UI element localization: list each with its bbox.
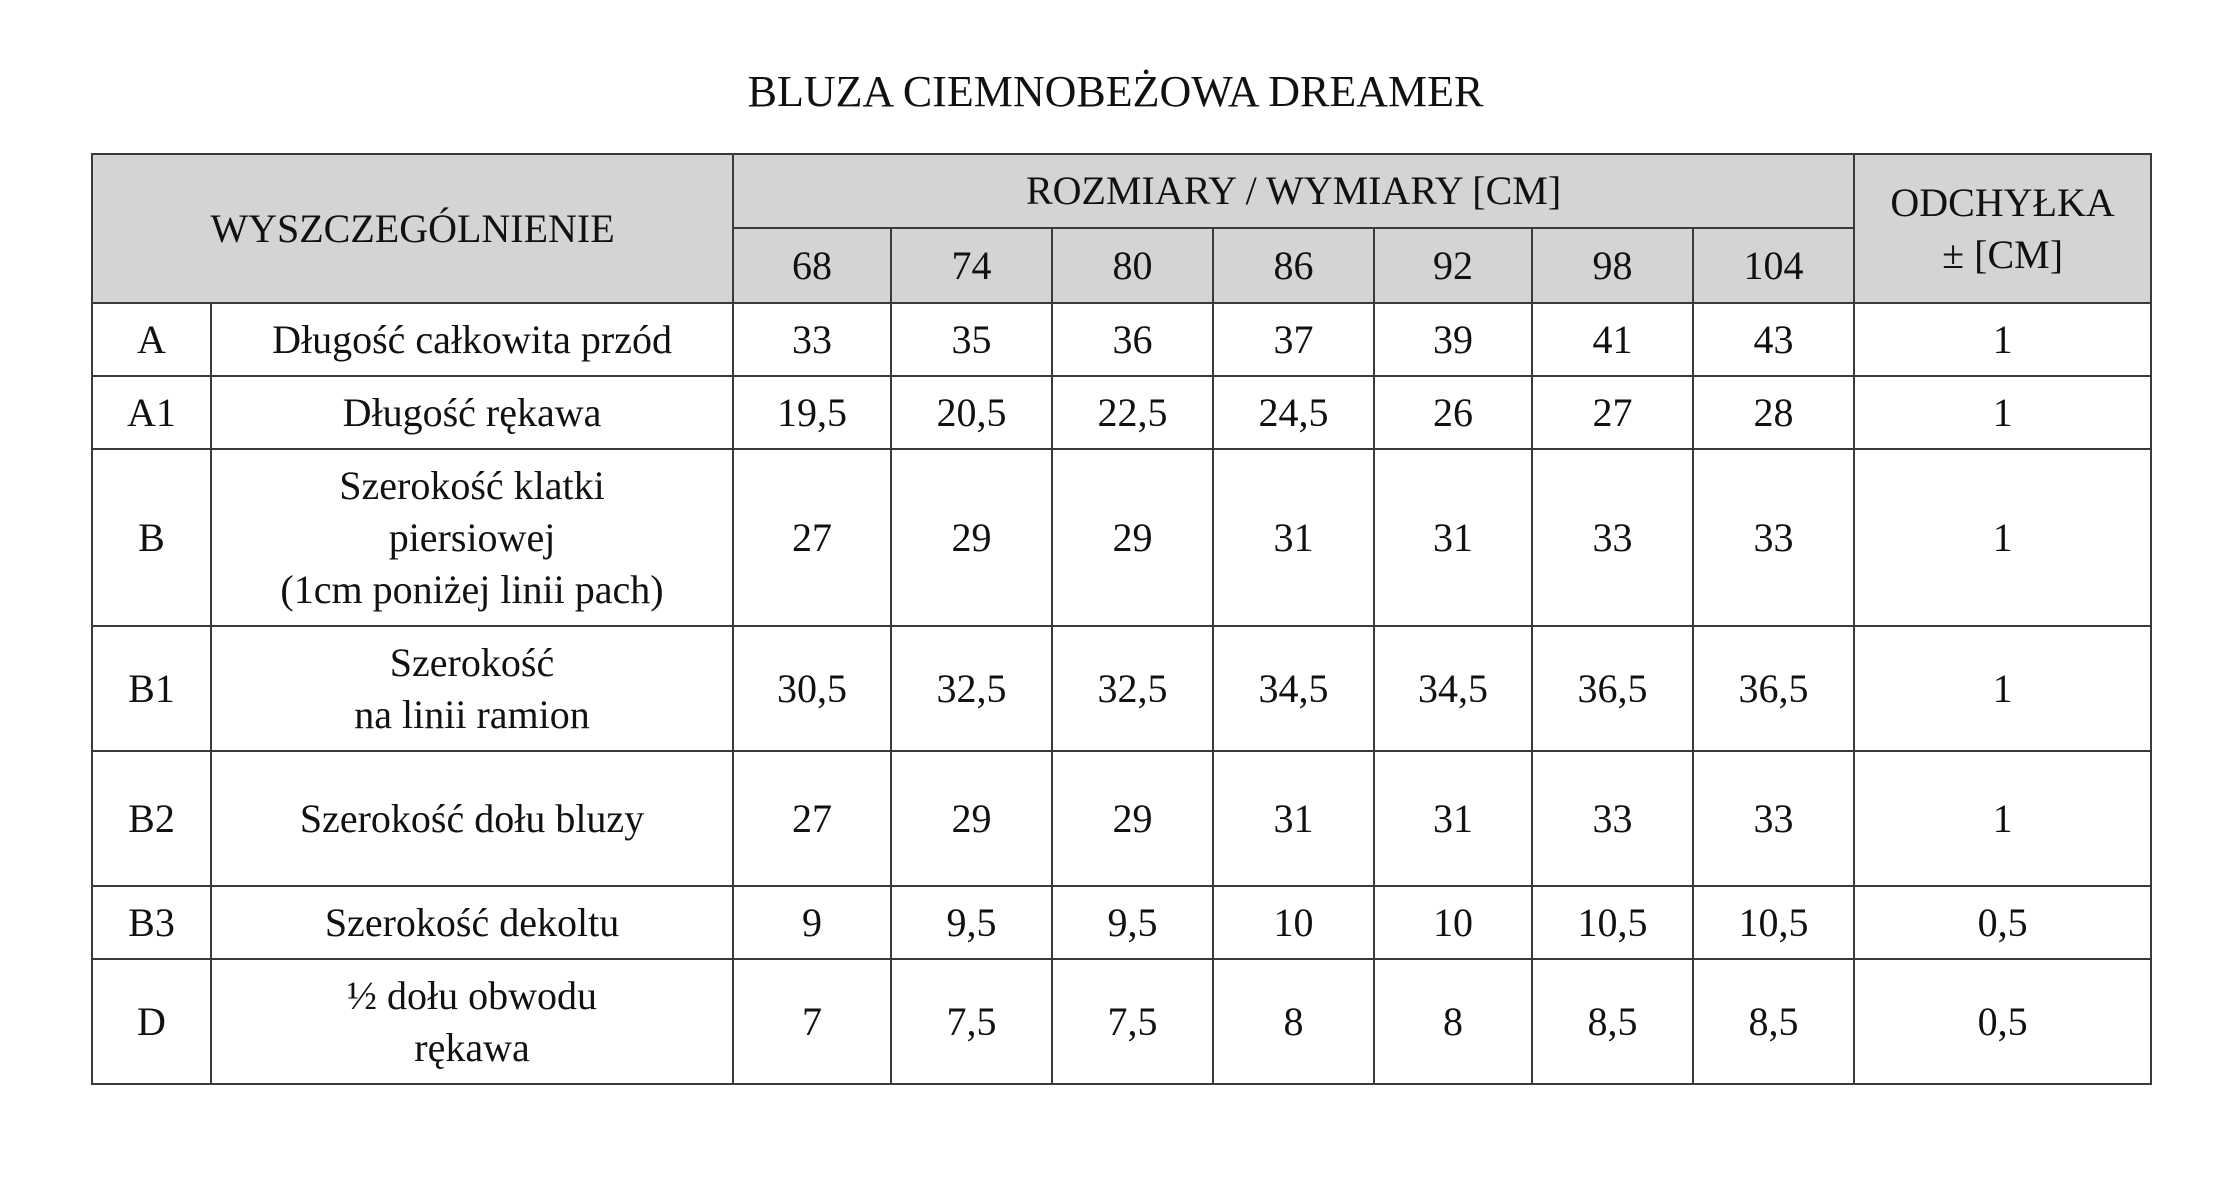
value-cell: 24,5 [1213,376,1374,449]
description-line: na linii ramion [354,691,590,737]
tolerance-cell: 0,5 [1854,959,2151,1084]
value-cell: 27 [733,449,891,626]
value-cell: 8,5 [1532,959,1693,1084]
size-header: 80 [1052,228,1213,303]
value-cell: 32,5 [891,626,1052,751]
value-cell: 29 [1052,449,1213,626]
value-cell: 33 [1693,449,1854,626]
value-cell: 29 [891,449,1052,626]
table-row [92,376,2151,449]
description-line: rękawa [414,1024,530,1070]
value-cell: 30,5 [733,626,891,751]
value-cell: 26 [1374,376,1532,449]
value-cell: 9,5 [1052,886,1213,959]
tolerance-cell: 1 [1854,376,2151,449]
row-description [211,376,733,449]
description-line: Szerokość dekoltu [324,899,620,945]
row-description [211,626,733,751]
tolerance-cell: 0,5 [1854,886,2151,959]
tolerance-header [1854,154,2151,303]
tolerance-cell: 1 [1854,449,2151,626]
table-row [92,626,2151,751]
tolerance-header-line1: ODCHYŁKA [1890,179,2115,225]
value-cell: 7,5 [891,959,1052,1084]
tolerance-cell: 1 [1854,303,2151,376]
value-cell: 35 [891,303,1052,376]
value-cell: 39 [1374,303,1532,376]
value-cell: 33 [1693,751,1854,886]
value-cell: 9,5 [891,886,1052,959]
row-code: B [92,449,211,626]
table-row [92,751,2151,886]
row-description [211,449,733,626]
value-cell: 22,5 [1052,376,1213,449]
value-cell: 10,5 [1532,886,1693,959]
tolerance-cell: 1 [1854,751,2151,886]
table-body [92,154,2151,1084]
value-cell: 8 [1213,959,1374,1084]
row-code: D [92,959,211,1084]
size-header: 104 [1693,228,1854,303]
value-cell: 36,5 [1532,626,1693,751]
value-cell: 28 [1693,376,1854,449]
row-description [211,886,733,959]
value-cell: 37 [1213,303,1374,376]
value-cell: 31 [1374,751,1532,886]
value-cell: 29 [891,751,1052,886]
value-cell: 29 [1052,751,1213,886]
value-cell: 10 [1213,886,1374,959]
description-line: (1cm poniżej linii pach) [280,566,664,612]
tolerance-cell: 1 [1854,626,2151,751]
sizes-header: ROZMIARY / WYMIARY [CM] [733,154,1854,228]
value-cell: 33 [733,303,891,376]
table-row [92,303,2151,376]
value-cell: 36 [1052,303,1213,376]
value-cell: 33 [1532,449,1693,626]
value-cell: 31 [1213,751,1374,886]
size-header: 86 [1213,228,1374,303]
value-cell: 8 [1374,959,1532,1084]
value-cell: 7,5 [1052,959,1213,1084]
tolerance-header-line2: ± [CM] [1942,231,2064,277]
size-header: 98 [1532,228,1693,303]
value-cell: 9 [733,886,891,959]
description-line: Długość całkowita przód [272,316,672,362]
value-cell: 27 [733,751,891,886]
description-line: ½ dołu obwodu [347,972,597,1018]
header-row-top [92,154,2151,228]
value-cell: 7 [733,959,891,1084]
description-line: Szerokość [389,639,555,685]
value-cell: 20,5 [891,376,1052,449]
row-description [211,751,733,886]
size-header: 92 [1374,228,1532,303]
row-code: A1 [92,376,211,449]
row-code: B2 [92,751,211,886]
row-description [211,303,733,376]
value-cell: 31 [1374,449,1532,626]
table-row [92,886,2151,959]
row-code: B3 [92,886,211,959]
value-cell: 31 [1213,449,1374,626]
value-cell: 34,5 [1374,626,1532,751]
table-row [92,959,2151,1084]
value-cell: 43 [1693,303,1854,376]
value-cell: 10 [1374,886,1532,959]
value-cell: 19,5 [733,376,891,449]
size-header: 74 [891,228,1052,303]
description-line: piersiowej [388,514,556,560]
value-cell: 34,5 [1213,626,1374,751]
spec-header: WYSZCZEGÓLNIENIE [92,154,733,303]
description-line: Długość rękawa [342,389,602,435]
description-line: Szerokość dołu bluzy [299,795,645,841]
size-table [91,153,2152,1085]
value-cell: 8,5 [1693,959,1854,1084]
value-cell: 41 [1532,303,1693,376]
value-cell: 33 [1532,751,1693,886]
value-cell: 27 [1532,376,1693,449]
row-description [211,959,733,1084]
value-cell: 10,5 [1693,886,1854,959]
description-line: Szerokość klatki [339,462,605,508]
value-cell: 32,5 [1052,626,1213,751]
value-cell: 36,5 [1693,626,1854,751]
row-code: A [92,303,211,376]
size-header: 68 [733,228,891,303]
page-title: BLUZA CIEMNOBEŻOWA DREAMER [747,67,1484,116]
row-code: B1 [92,626,211,751]
table-row [92,449,2151,626]
